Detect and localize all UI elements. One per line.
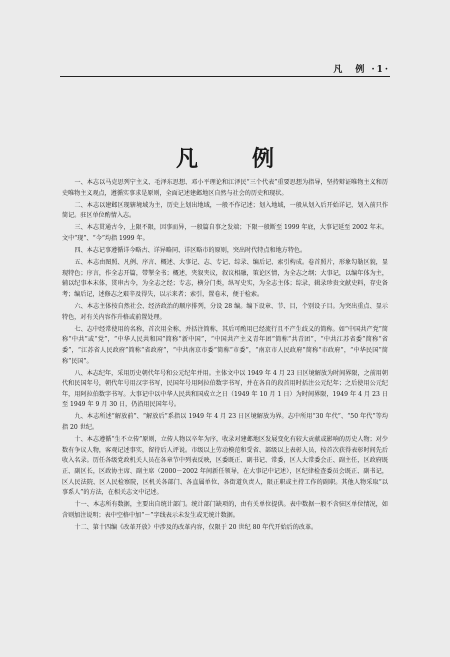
paragraph: 四、本志记事遵循详今略古、详异略同、详区略市的原则，突出时代特点和地方特色。	[74, 247, 307, 255]
paragraph: 八、本志纪年，采用历史朝代年号和公元纪年并用。主体文中以 1949 年 4 月 23 日区境解放为时间界限，之前用朝代和民国年号，朝代年号用汉字书写，民国年号用阿拉伯数字书写，并在各自的段首用时括注公元纪年；之后使用公元纪年，用阿拉伯数字书写。大事记中以中华人民共和国成立之日（1949 年 10 月 1 日）为时间界限，1949 年 4 月 23 日至 1949 年 9 月 30 日，仍沿用民国年号。	[62, 369, 388, 409]
paragraph: 三、本志贯通古今，上限不限，因事而异，一般篇自事之发端；下限一般断至 1999 年底，大事记延至 2002 年末。文中“现”、“今”均指 1999 年。	[62, 224, 388, 242]
paragraph: 一、本志以马克思列宁主义、毛泽东思想、邓小平理论和江泽民“三个代表”重要思想为指导，坚持辩证唯物主义和历史唯物主义观点，遵循实事求是原则，全面记述建邺地区自然与社会的历史和现状。	[62, 179, 388, 197]
paragraph: 七、志中经常使用的名称，首次用全称，并括注简称，其后可酌用已经流行且不产生歧义的简称。如“中国共产党”简称“中共”或“党”，“中华人民共和国”简称“新中国”，“中国共产主义青年团”简称“共青团”，“中共江苏省委”简称“省委”，“江苏省人民政府”简称“省政府”，“中共南京市委”简称“市委”，“南京市人民政府”简称“市政府”，“中华民国”简称“民国”。	[62, 325, 388, 365]
paragraph: 十、本志遵循“生不立传”原则，立传人物以卒年为序，收录对建邺地区发展变化有较大贡献或影响的历史人物；对少数有争议人物，客观记述事实，留待后人评说。市级以上劳动模范和受省、部级以上表彰人员，按首次获得表彰时间先后收入名录。历任各级党政机关人员在各章节中列表反映，区委既正、副书记、常委，区人大常委会正、副主任，区政府既正、副区长，区政协主席、副主席（2000－2002 年间新任领导，在大事记中记述），区纪律检查委员会既正、副书记，区人民法院、区人民检察院，区机关各部门、各直属单位、各街道负责人，限正职或主持工作的副职。其他人物采取“以事系人”的方法，在相关志文中记述。	[62, 436, 388, 497]
running-title: 凡 例 ·1·	[333, 65, 390, 75]
paragraph: 二、本志以建邺区现辖境域为主，历史上划出地域，一般不作记述；划入地域，一般从划入后开始详记，划入前只作简记。驻区单位酌情入志。	[62, 201, 388, 220]
page-title: 凡 例	[175, 146, 290, 172]
paragraph: 六、本志主体按自然社会、经济政治的顺序排列，分设 28 编。编下设章、节、目，个别设子目。为突出重点、显示特色，对有关内容作升格或前置处理。	[62, 303, 388, 321]
paragraph: 十一、本志所有数据，主要出自统计部门。统计部门缺项的，由有关单位提供。表中数据一般不含驻区单位情况，如含则加注说明；表中空格中加“－”字线表示未发生或无统计数据。	[62, 501, 388, 519]
paragraph: 十二、第十四编《改革开放》中涉及的改革内容，仅限于 20 世纪 80 年代开始后的改革。	[74, 523, 318, 531]
paragraph: 五、本志由图照、凡例、序言、概述、大事记、志、专记、综录、编后记、索引构成。卷首照片，形象勾勒区貌，显现特色；序言，作全志开篇，带掣全书；概述，夹叙夹议，叙议相融，策论区情，为全志之纲；大事记，以编年体为主，辅以纪事本末体，贯串古今，为全志之经；专志，横分门类，纵写史实，为全志主体；综录，辑录珍贵文献史料，存史备考；编后记，述修志之艰辛及得失，以示来者；索引，置卷末，便于检索。	[62, 259, 388, 298]
body-text	[62, 178, 388, 535]
running-header	[60, 62, 390, 77]
paragraph: 九、本志所述“解放前”、“解放后”系指以 1949 年 4 月 23 日区境解放为界。志中所用“30 年代”、“50 年代”等均指 20 世纪。	[62, 413, 388, 432]
